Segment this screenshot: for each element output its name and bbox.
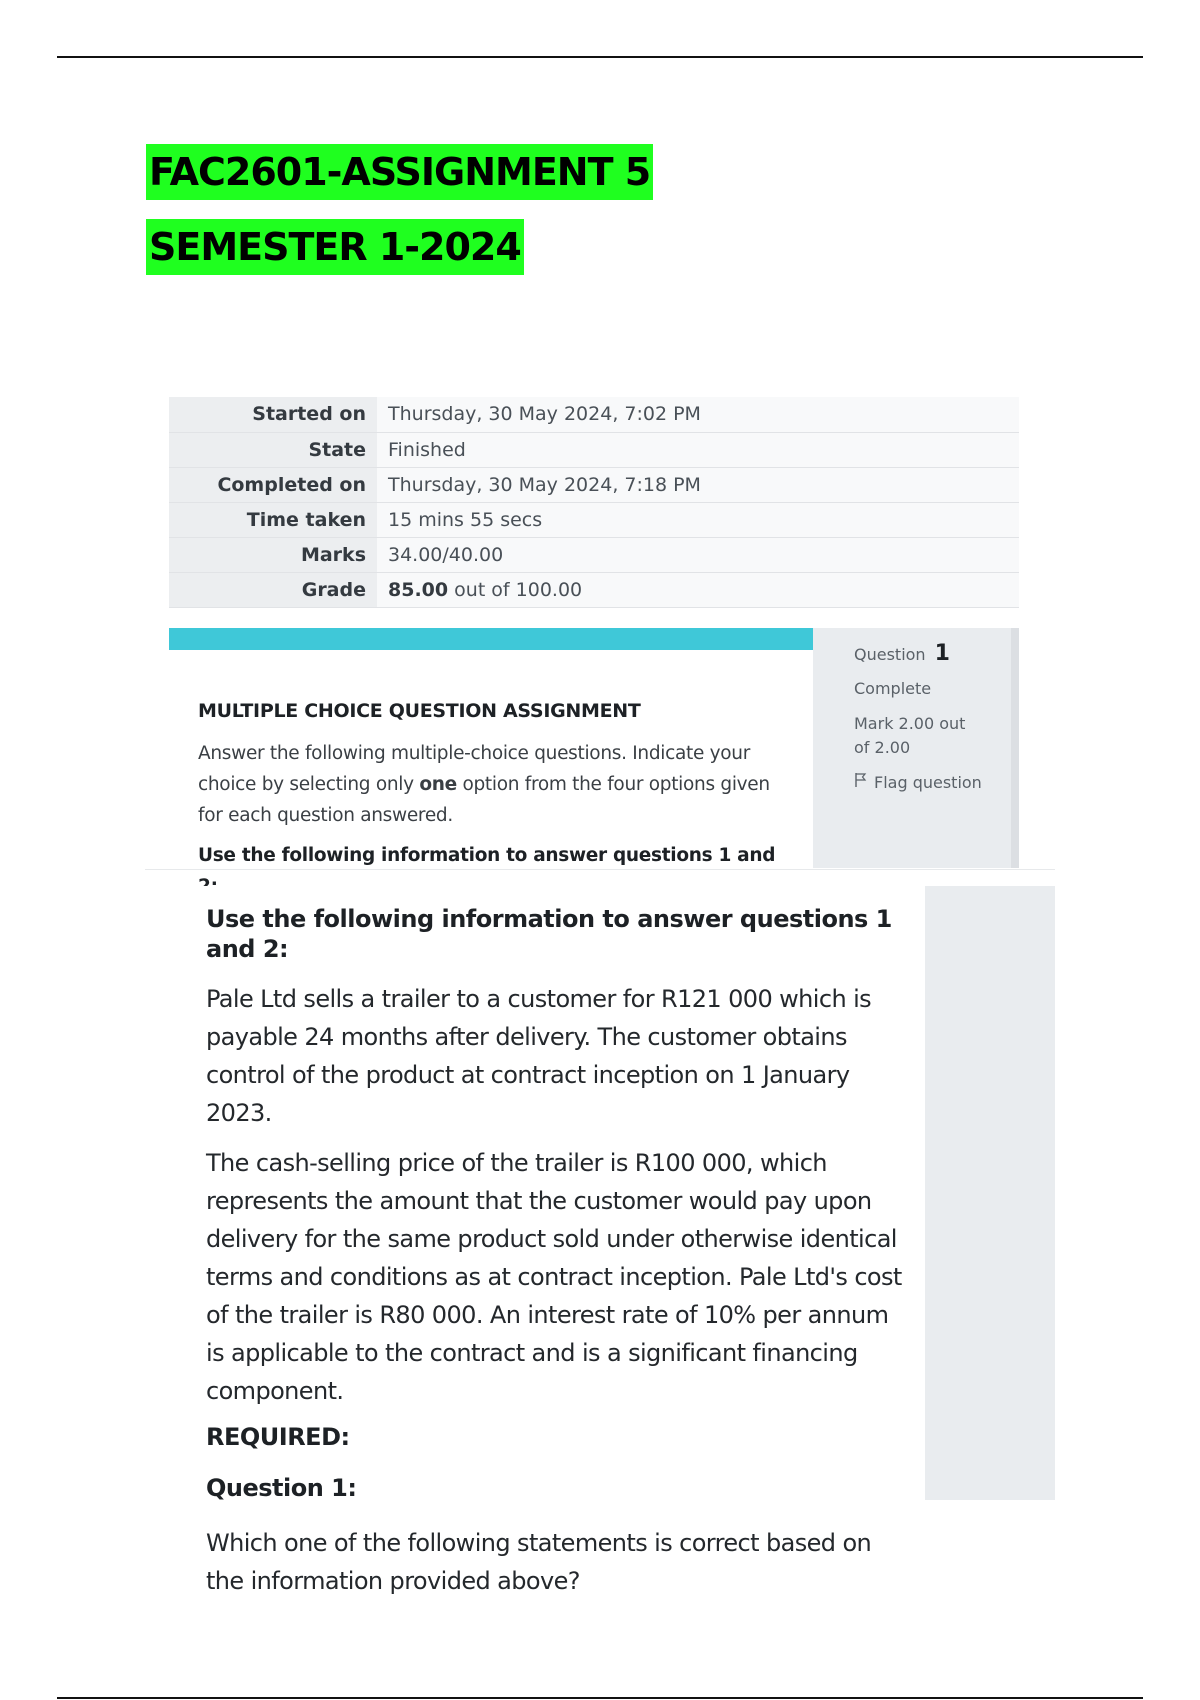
- flag-question-label: Flag question: [874, 772, 982, 792]
- summary-label: Marks: [169, 537, 377, 572]
- scenario-paragraph-2: The cash-selling price of the trailer is R100 000, which represents the amount that the customer would pay upon delivery for the same product sold under otherwise identical terms and conditions as at contract inception. Pale Ltd's cost of the trailer is R80 000. An interest rate of 10% per annum is applicable to the contract and is a significant financing component.: [206, 1149, 902, 1405]
- flag-question-link[interactable]: [854, 772, 1011, 792]
- summary-label: Time taken: [169, 502, 377, 537]
- summary-value: Thursday, 30 May 2024, 7:02 PM: [377, 397, 1019, 432]
- question-content: [198, 700, 798, 902]
- instructions-text: Answer the following multiple-choice questions. Indicate your choice by selecting only: [198, 743, 751, 795]
- flag-icon: [854, 772, 868, 792]
- zoom-side-panel: [925, 886, 1055, 1500]
- grade-score: 85.00: [388, 578, 449, 601]
- summary-label: Started on: [169, 397, 377, 432]
- question-number-value: 1: [934, 641, 950, 666]
- grade-suffix: out of 100.00: [448, 578, 583, 601]
- summary-row-started: [169, 397, 1019, 432]
- summary-value: [377, 572, 1019, 607]
- scenario-paragraph-1: Pale Ltd sells a trailer to a customer for R121 000 which is payable 24 months after delivery. The customer obtains control of the product at contract inception on 1 January 2023.: [206, 985, 872, 1127]
- summary-label: Grade: [169, 572, 377, 607]
- info-heading: Use the following information to answer questions 1 and 2:: [206, 905, 892, 963]
- summary-row-state: [169, 432, 1019, 467]
- summary-label: State: [169, 432, 377, 467]
- question-accent-bar: [169, 628, 813, 650]
- question-heading: MULTIPLE CHOICE QUESTION ASSIGNMENT: [198, 700, 641, 722]
- instructions-text: option from the four options given for each question answered.: [198, 774, 770, 826]
- question-mark: Mark 2.00 out of 2.00: [854, 714, 966, 757]
- summary-row-time-taken: [169, 502, 1019, 537]
- header-rule: [57, 56, 1143, 58]
- question-card: [169, 628, 1019, 868]
- question-number-label: Question: [854, 645, 926, 664]
- required-label: REQUIRED:: [206, 1423, 350, 1451]
- question-instructions: [198, 738, 798, 831]
- summary-value: Thursday, 30 May 2024, 7:18 PM: [377, 467, 1019, 502]
- summary-row-grade: [169, 572, 1019, 607]
- summary-row-completed: [169, 467, 1019, 502]
- question-prompt: Which one of the following statements is correct based on the information provided above?: [206, 1529, 872, 1595]
- question-label: Question 1:: [206, 1474, 357, 1502]
- summary-value: 34.00/40.00: [377, 537, 1019, 572]
- footer-rule: [57, 1697, 1143, 1699]
- summary-row-marks: [169, 537, 1019, 572]
- document-title: FAC2601-ASSIGNMENT 5: [146, 144, 653, 200]
- question-number: [854, 640, 1011, 669]
- document-subtitle: SEMESTER 1-2024: [146, 219, 524, 275]
- quiz-summary-table: [169, 397, 1019, 608]
- summary-value: Finished: [377, 432, 1019, 467]
- section-divider: [145, 869, 1055, 870]
- instructions-emphasis: one: [419, 774, 457, 795]
- question-lead: Use the following information to answer questions 1 and: [198, 845, 776, 866]
- question-text-zoom: [173, 886, 1055, 1595]
- summary-label: Completed on: [169, 467, 377, 502]
- question-state: Complete: [854, 679, 932, 698]
- question-text-body: [206, 904, 906, 1612]
- question-info-panel: [813, 628, 1019, 868]
- summary-value: 15 mins 55 secs: [377, 502, 1019, 537]
